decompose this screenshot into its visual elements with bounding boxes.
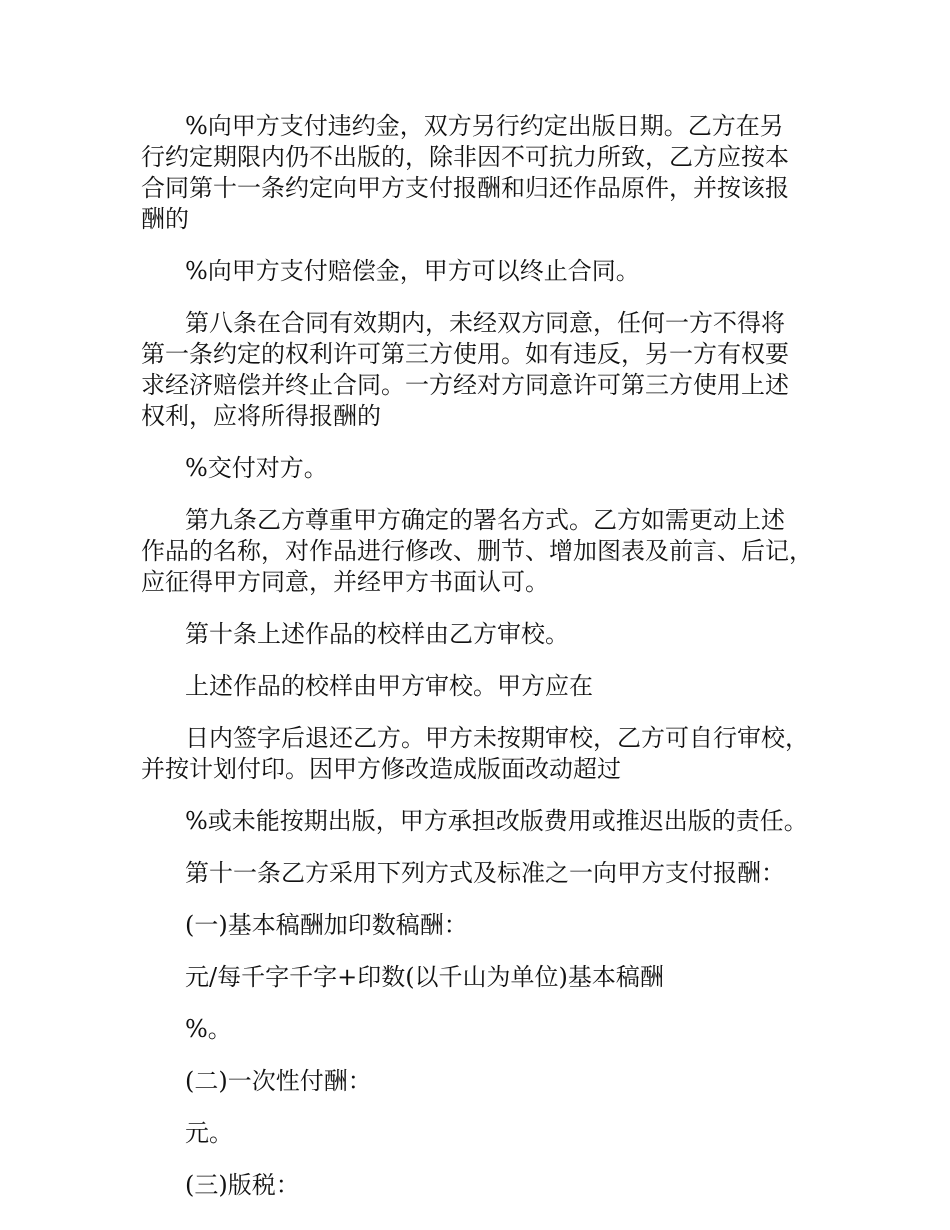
paragraph-7: 上述作品的校样由甲方审校。甲方应在 [185, 672, 593, 700]
payment-option-2: (二)一次性付酬： [185, 1067, 372, 1095]
paragraph-12: 元/每千字千字+印数(以千山为单位)基本稿酬 [185, 963, 664, 991]
article-11-paragraph: 第十一条乙方采用下列方式及标准之一向甲方支付报酬： [185, 859, 785, 887]
paragraph-8 [141, 723, 831, 785]
paragraph-4: %交付对方。 [185, 454, 328, 482]
paragraph-line: 求经济赔偿并终止合同。一方经对方同意许可第三方使用上述 [141, 371, 789, 399]
payment-option-3: (三)版税： [185, 1171, 300, 1199]
paragraph-15: 元。 [185, 1119, 233, 1147]
article-8-paragraph [141, 308, 831, 432]
paragraph-line: 合同第十一条约定向甲方支付报酬和归还作品原件，并按该报 [141, 174, 789, 202]
paragraph-line: 第八条在合同有效期内，未经双方同意，任何一方不得将 [185, 309, 785, 337]
paragraph-line: 酬的 [141, 205, 189, 233]
paragraph-line: 第一条约定的权利许可第三方使用。如有违反，另一方有权要 [141, 340, 789, 368]
article-10-paragraph: 第十条上述作品的校样由乙方审校。 [185, 620, 569, 648]
document-body [141, 111, 831, 1222]
paragraph-line: 权利，应将所得报酬的 [141, 402, 381, 430]
paragraph-line: %向甲方支付违约金，双方另行约定出版日期。乙方在另 [185, 112, 784, 140]
paragraph-line: 作品的名称，对作品进行修改、删节、增加图表及前言、后记， [141, 537, 813, 565]
paragraph-1 [141, 111, 831, 235]
paragraph-13: %。 [185, 1015, 232, 1043]
paragraph-2: %向甲方支付赔偿金，甲方可以终止合同。 [185, 257, 640, 285]
paragraph-line: 日内签字后退还乙方。甲方未按期审校，乙方可自行审校， [185, 724, 809, 752]
paragraph-line: 应征得甲方同意，并经甲方书面认可。 [141, 568, 549, 596]
paragraph-line: 行约定期限内仍不出版的，除非因不可抗力所致，乙方应按本 [141, 143, 789, 171]
article-9-paragraph [141, 505, 831, 598]
paragraph-line: 并按计划付印。因甲方修改造成版面改动超过 [141, 755, 621, 783]
paragraph-9: %或未能按期出版，甲方承担改版费用或推迟出版的责任。 [185, 807, 808, 835]
payment-option-1: (一)基本稿酬加印数稿酬： [185, 911, 468, 939]
paragraph-line: 第九条乙方尊重甲方确定的署名方式。乙方如需更动上述 [185, 506, 785, 534]
